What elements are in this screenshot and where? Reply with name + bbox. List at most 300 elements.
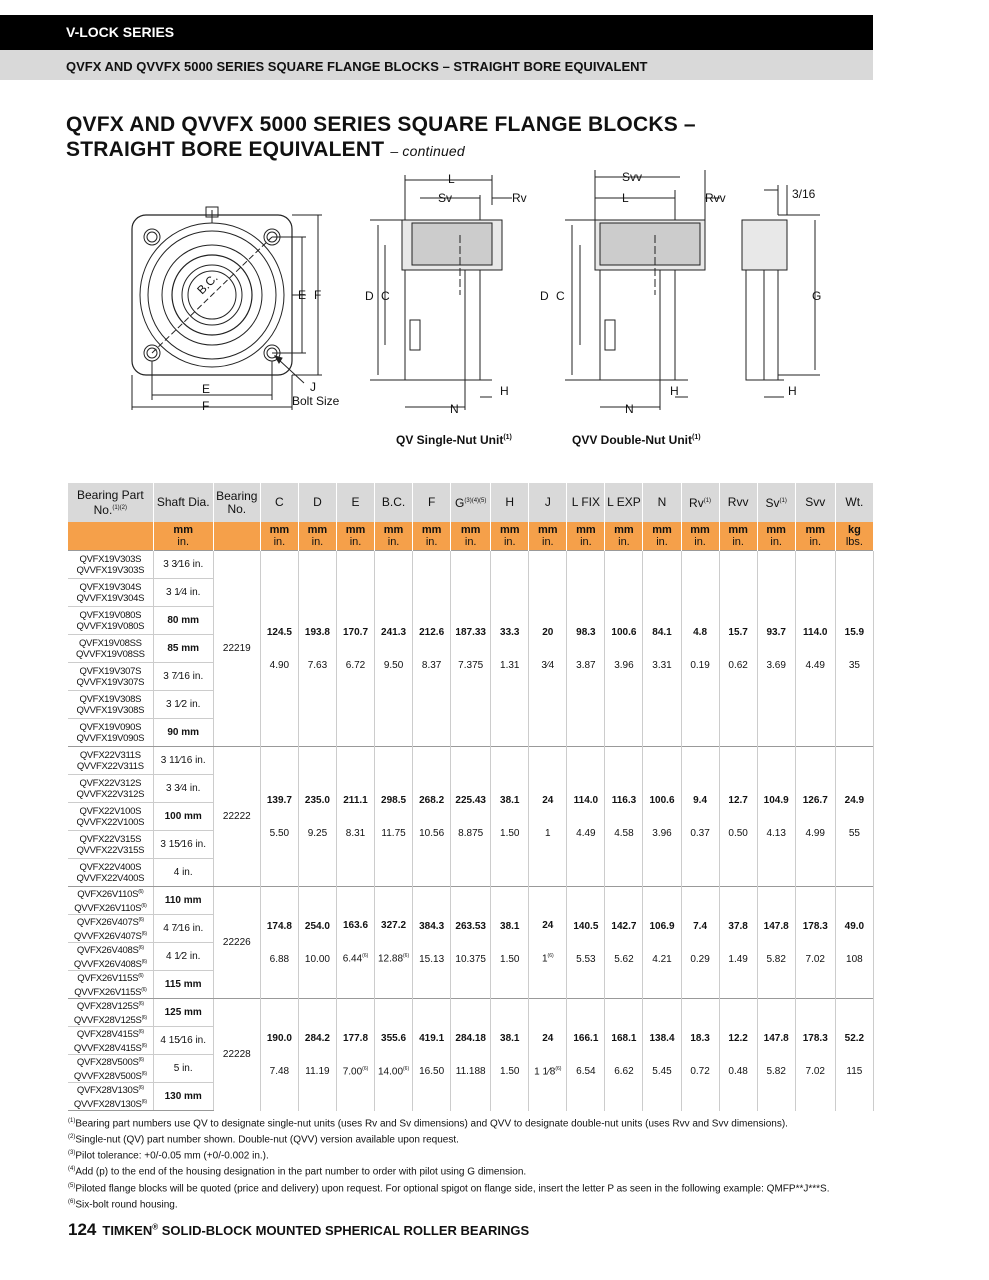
unit-cell — [643, 522, 681, 551]
imperial-value: 6.54 — [576, 1065, 596, 1077]
imperial-value: 14.00$^{(6)}$ — [377, 1065, 410, 1077]
unit-metric: mm — [538, 524, 558, 536]
dimension-cell — [298, 551, 336, 747]
dimension-cell — [681, 999, 719, 1111]
side-label-dim: 3/16 — [792, 187, 816, 201]
metric-value: 12.2 — [728, 1032, 748, 1044]
shaft-dia-cell: 3 1⁄4 in. — [153, 579, 213, 607]
imperial-value: 11.19 — [305, 1065, 330, 1077]
col-header: Shaft Dia. — [153, 483, 213, 522]
footnote-text: Pilot tolerance: +0/-0.05 mm (+0/-0.002 in.). — [75, 1150, 269, 1162]
dimension-cell — [605, 887, 643, 999]
part-number-cell — [68, 943, 153, 971]
imperial-value: 108 — [846, 953, 863, 965]
imperial-value: 1 1⁄8$^{(6)}$ — [534, 1065, 562, 1077]
unit-imperial: in. — [349, 536, 362, 548]
caption-qvv-sup: (1) — [692, 434, 701, 441]
metric-value: 419.1 — [419, 1032, 445, 1044]
shaft-dia-cell: 130 mm — [153, 1083, 213, 1111]
unit-imperial: in. — [656, 536, 668, 548]
unit-cell — [413, 522, 451, 551]
footnote-number: (4) — [68, 1166, 76, 1173]
dimension-cell — [835, 551, 873, 747]
footnote-ref: (6) — [138, 1001, 144, 1008]
dimension-cell — [835, 747, 873, 887]
dimension-cell — [298, 887, 336, 999]
dimension-cell — [681, 747, 719, 887]
dimension-cell — [719, 551, 757, 747]
imperial-value: 3⁄4 — [541, 659, 555, 671]
part-number-cell — [68, 887, 153, 915]
footnote-number: (3) — [68, 1150, 76, 1157]
col-header: J — [529, 483, 567, 522]
metric-value: 298.5 — [381, 794, 407, 806]
footnote-ref: (6) — [141, 902, 147, 909]
imperial-value: 3.96 — [652, 827, 672, 839]
part-number-qv: QVFX19V090S — [79, 721, 142, 733]
part-number-cell — [68, 1027, 153, 1055]
imperial-value: 9.25 — [307, 827, 328, 839]
footer-brand: TIMKEN — [102, 1223, 153, 1238]
unit-imperial: in. — [580, 536, 592, 548]
part-number-qv: QVFX19V304S — [79, 581, 142, 593]
metric-value: 93.7 — [766, 626, 786, 638]
imperial-value: 0.37 — [690, 827, 710, 839]
col-header: Sv$^{(1)}$ — [757, 483, 795, 522]
imperial-value: 0.72 — [690, 1065, 710, 1077]
unit-imperial: in. — [273, 536, 286, 548]
dimension-cell — [413, 747, 451, 887]
metric-value: 225.43 — [455, 794, 486, 806]
part-number-qvv: QVVFX22V315S — [76, 844, 145, 856]
shaft-dia-cell: 4 15⁄16 in. — [153, 1027, 213, 1055]
metric-value: 168.1 — [611, 1032, 637, 1044]
imperial-value: 4.99 — [805, 827, 825, 839]
dimension-cell — [298, 999, 336, 1111]
part-number-qv: $QVFX28V130S^{(6)}$ — [76, 1085, 144, 1097]
caption-qv-sup: (1) — [503, 434, 512, 441]
metric-value: 177.8 — [342, 1032, 369, 1044]
imperial-value: 11.75 — [381, 827, 406, 839]
table-header-row — [68, 483, 874, 522]
metric-value: 114.0 — [803, 626, 828, 638]
imperial-value: 0.48 — [728, 1065, 748, 1077]
part-number-qvv: $QVVFX26V408S^{(6)}$ — [73, 958, 147, 970]
dimension-cell — [795, 887, 835, 999]
footnote — [68, 1131, 829, 1147]
part-number-qvv: QVVFX19V08SS — [75, 648, 145, 660]
metric-value: 18.3 — [690, 1032, 710, 1044]
unit-imperial: in. — [425, 536, 438, 548]
col-header: Wt. — [835, 483, 873, 522]
imperial-value: 3.96 — [614, 659, 634, 671]
metric-value: 24 — [542, 1032, 554, 1044]
qvv-label-d: D — [540, 289, 549, 303]
footer-text: SOLID-BLOCK MOUNTED SPHERICAL ROLLER BEARINGS — [158, 1223, 530, 1238]
dimension-cell — [795, 747, 835, 887]
metric-value: 124.5 — [266, 626, 292, 638]
table-units-row — [68, 522, 874, 551]
dimension-cell — [719, 747, 757, 887]
imperial-value: 0.19 — [690, 659, 710, 671]
part-number-qvv: $QVVFX28V125S^{(6)}$ — [73, 1014, 147, 1026]
part-number-qv: QVFX19V308S — [79, 693, 142, 705]
dimension-cell — [451, 551, 491, 747]
footnote-ref: (6) — [138, 1085, 144, 1092]
metric-value: 100.6 — [611, 626, 637, 638]
footnote-ref: (6) — [141, 1070, 147, 1077]
unit-imperial: in. — [464, 536, 477, 548]
unit-imperial: in. — [542, 536, 554, 548]
part-number-qvv: $QVVFX28V500S^{(6)}$ — [73, 1070, 147, 1082]
metric-value: 7.4 — [693, 920, 708, 932]
shaft-dia-cell: 80 mm — [153, 607, 213, 635]
unit-metric: mm — [345, 524, 366, 536]
label-f-right: F — [314, 288, 322, 302]
part-number-qv: QVFX22V312S — [79, 777, 142, 789]
qvv-label-rvv: Rvv — [705, 191, 726, 205]
metric-value: 98.3 — [576, 626, 596, 638]
dimension-cell — [336, 999, 374, 1111]
shaft-dia-cell: 5 in. — [153, 1055, 213, 1083]
metric-value: 355.6 — [381, 1032, 407, 1044]
unit-imperial: in. — [387, 536, 400, 548]
unit-imperial: in. — [809, 536, 822, 548]
footnote-ref: (6) — [141, 1098, 147, 1105]
dimension-cell — [643, 999, 681, 1111]
footnote-text: Bearing part numbers use QV to designate single-nut units (uses Rv and Sv dimensions) and QVV to designate double-nut units (uses Rvv and Svv dimensions). — [75, 1118, 788, 1130]
metric-value: 104.9 — [763, 794, 789, 806]
dimension-cell — [451, 887, 491, 999]
imperial-value: 12.88$^{(6)}$ — [377, 953, 410, 965]
imperial-value: 3.69 — [766, 659, 786, 671]
footnote-ref: (6) — [138, 945, 144, 952]
metric-value: 52.2 — [844, 1032, 865, 1044]
col-header: $G^{(3)(4)(5)}$ — [451, 483, 491, 522]
part-number-qv: QVFX22V315S — [79, 833, 142, 845]
shaft-dia-cell: 3 1⁄2 in. — [153, 691, 213, 719]
metric-value: 170.7 — [342, 626, 369, 638]
part-number-qvv: $QVVFX26V110S^{(6)}$ — [74, 902, 147, 914]
imperial-value: 8.37 — [421, 659, 442, 671]
caption-qv-text: QV Single-Nut Unit — [396, 433, 504, 447]
dimension-diagram — [60, 165, 840, 430]
dimension-cell — [529, 999, 567, 1111]
metric-value: 284.2 — [304, 1032, 330, 1044]
label-e-bottom: E — [202, 382, 211, 396]
metric-value: 15.9 — [844, 626, 865, 638]
unit-metric: mm — [173, 524, 193, 536]
dimension-cell — [719, 887, 757, 999]
part-number-qvv: QVVFX19V307S — [76, 676, 145, 688]
metric-value: 15.7 — [728, 626, 748, 638]
dimension-cell — [451, 999, 491, 1111]
part-number-cell — [68, 1055, 153, 1083]
metric-value: 38.1 — [500, 920, 520, 932]
imperial-value: 1 — [545, 827, 551, 839]
imperial-value: 3.31 — [652, 659, 672, 671]
metric-value: 254.0 — [304, 920, 330, 932]
imperial-value: 4.49 — [576, 827, 596, 839]
footnote-ref: (1) — [703, 498, 712, 504]
footnote-ref: (6) — [138, 917, 144, 924]
table-body — [68, 551, 874, 1111]
footnote-number: (1) — [68, 1118, 76, 1124]
part-number-qvv: $QVVFX28V415S^{(6)}$ — [73, 1042, 147, 1054]
unit-cell — [835, 522, 873, 551]
unit-imperial: in. — [694, 536, 706, 548]
part-number-qvv: QVVFX19V304S — [76, 592, 145, 604]
imperial-value: 5.62 — [614, 953, 634, 965]
pilot-side-view-drawing — [742, 185, 820, 397]
imperial-value: 3.87 — [576, 659, 596, 671]
footnote-text: Piloted flange blocks will be quoted (price and delivery) upon request. For optional spigot on flange side, insert the letter P as seen in the following example: QMFP**J***S. — [75, 1182, 830, 1194]
metric-value: 235.0 — [304, 794, 330, 806]
footnote-text: Add (p) to the end of the housing designation in the part number to order with pilot using G dimension. — [75, 1166, 527, 1178]
part-number-qv: QVFX22V100S — [79, 805, 142, 817]
unit-imperial: in. — [770, 536, 782, 548]
dimension-cell — [757, 999, 795, 1111]
unit-metric: mm — [805, 524, 826, 536]
metric-value: 106.9 — [649, 920, 675, 932]
imperial-value: 7.375 — [458, 659, 484, 671]
metric-value: 12.7 — [728, 794, 748, 806]
metric-value: 37.8 — [728, 920, 748, 932]
part-number-qvv: QVVFX19V303S — [76, 564, 145, 576]
metric-value: 126.7 — [802, 794, 828, 806]
col-header: C — [260, 483, 298, 522]
dimension-cell — [491, 747, 529, 887]
imperial-value: 4.49 — [805, 659, 825, 671]
part-number-qvv: $QVVFX26V407S^{(6)}$ — [73, 930, 147, 942]
part-number-qvv: QVVFX19V080S — [76, 620, 145, 632]
imperial-value: 7.00$^{(6)}$ — [342, 1065, 369, 1077]
title-continued: – continued — [390, 143, 465, 159]
metric-value: 263.53 — [455, 920, 486, 932]
page-footer — [68, 1220, 529, 1240]
footnotes — [68, 1115, 829, 1212]
col-header: N — [643, 483, 681, 522]
part-number-qvv: $QVVFX28V130S^{(6)}$ — [73, 1098, 147, 1110]
unit-metric: mm — [576, 524, 596, 536]
metric-value: 24.9 — [844, 794, 865, 806]
imperial-value: 4.90 — [269, 659, 290, 671]
metric-value: 24 — [542, 920, 554, 932]
side-label-g: G — [812, 289, 822, 303]
footnote-ref: (6) — [141, 930, 147, 937]
unit-metric: mm — [269, 524, 290, 536]
part-number-qvv: $QVVFX26V115S^{(6)}$ — [74, 986, 147, 998]
imperial-value: 15.13 — [419, 953, 445, 965]
metric-value: 193.8 — [304, 626, 330, 638]
imperial-value: 11.188 — [455, 1065, 486, 1077]
section-subtitle: QVFX AND QVVFX 5000 SERIES SQUARE FLANGE BLOCKS – STRAIGHT BORE EQUIVALENT — [66, 59, 648, 74]
part-number-qvv: QVVFX19V308S — [76, 704, 145, 716]
footnote — [68, 1115, 829, 1131]
unit-metric: mm — [614, 524, 634, 536]
dimension-cell — [719, 999, 757, 1111]
imperial-value: 35 — [848, 659, 860, 671]
unit-cell — [260, 522, 298, 551]
part-number-qv: QVFX22V400S — [79, 861, 142, 873]
col-header: Svv — [795, 483, 835, 522]
dimension-cell — [491, 999, 529, 1111]
unit-cell — [567, 522, 605, 551]
label-bolt-size: Bolt Size — [292, 394, 340, 408]
shaft-dia-cell: 3 7⁄16 in. — [153, 663, 213, 691]
imperial-value: 1$^{(6)}$ — [541, 953, 554, 965]
col-header: Bearing No. — [213, 483, 260, 522]
table-row — [68, 747, 874, 775]
series-banner — [0, 15, 873, 50]
part-number-qv: QVFX19V303S — [79, 553, 142, 565]
footnote-ref: (6) — [547, 953, 554, 960]
qv-side-view-drawing — [370, 175, 512, 410]
dimension-cell — [336, 887, 374, 999]
unit-metric: mm — [652, 524, 672, 536]
title-line-2 — [66, 137, 696, 164]
shaft-dia-cell: 100 mm — [153, 803, 213, 831]
col-header: F — [413, 483, 451, 522]
label-e-right: E — [298, 288, 307, 302]
col-header: E — [336, 483, 374, 522]
footnote-ref: (6) — [362, 953, 369, 960]
col-header: L FIX — [567, 483, 605, 522]
front-view-drawing — [132, 207, 322, 410]
imperial-value: 5.50 — [269, 827, 290, 839]
page-title — [66, 112, 696, 164]
side-label-h: H — [788, 384, 797, 398]
unit-cell — [336, 522, 374, 551]
dimension-cell — [643, 551, 681, 747]
footnote-ref: (1) — [779, 498, 787, 504]
shaft-dia-cell: 85 mm — [153, 635, 213, 663]
imperial-value: 1.50 — [500, 827, 520, 839]
imperial-value: 10.00 — [304, 953, 330, 965]
footnote-ref: (3)(4)(5) — [464, 498, 487, 504]
imperial-value: 0.29 — [690, 953, 710, 965]
imperial-value: 1.50 — [500, 1065, 520, 1077]
part-number-cell — [68, 1083, 153, 1111]
unit-metric: mm — [460, 524, 481, 536]
metric-value: 212.6 — [419, 626, 445, 638]
col-header: B.C. — [375, 483, 413, 522]
qv-label-rv: Rv — [512, 191, 527, 205]
footnote — [68, 1180, 829, 1196]
dimension-cell — [605, 999, 643, 1111]
imperial-value: 4.21 — [652, 953, 672, 965]
imperial-value: 6.88 — [269, 953, 290, 965]
imperial-value: 8.31 — [345, 827, 366, 839]
unit-imperial: lbs. — [845, 536, 863, 548]
imperial-value: 115 — [846, 1065, 863, 1077]
col-header: L EXP — [605, 483, 643, 522]
footnote-text: Single-nut (QV) part number shown. Double-nut (QVV) version available upon request. — [75, 1134, 459, 1146]
bearing-no-cell: 22222 — [213, 747, 260, 887]
qvv-side-view-drawing — [565, 170, 720, 410]
metric-value: 116.3 — [611, 794, 637, 806]
imperial-value: 0.62 — [728, 659, 748, 671]
unit-cell — [681, 522, 719, 551]
imperial-value: 0.50 — [728, 827, 748, 839]
metric-value: 4.8 — [693, 626, 708, 638]
metric-value: 327.2 — [381, 920, 407, 932]
metric-value: 241.3 — [381, 626, 407, 638]
dimension-cell — [413, 551, 451, 747]
dimension-cell — [605, 551, 643, 747]
metric-value: 384.3 — [419, 920, 445, 932]
part-number-qvv: QVVFX22V311S — [76, 760, 144, 772]
shaft-dia-cell: 115 mm — [153, 971, 213, 999]
unit-imperial: in. — [503, 536, 516, 548]
qv-label-sv: Sv — [438, 191, 453, 205]
footnote-ref: (6) — [138, 973, 144, 980]
imperial-value: 4.58 — [614, 827, 634, 839]
part-number-qv: $QVFX26V407S^{(6)}$ — [76, 917, 144, 929]
part-number-cell — [68, 719, 153, 747]
imperial-value: 4.13 — [766, 827, 786, 839]
footnote — [68, 1163, 829, 1179]
unit-cell — [719, 522, 757, 551]
qv-label-l: L — [448, 172, 455, 186]
dimension-cell — [260, 887, 298, 999]
footnote — [68, 1196, 829, 1212]
dimension-cell — [529, 887, 567, 999]
dimension-cell — [336, 747, 374, 887]
part-number-qv: QVFX19V080S — [79, 609, 142, 621]
part-number-cell — [68, 775, 153, 803]
dimension-cell — [835, 999, 873, 1111]
metric-value: 100.6 — [649, 794, 675, 806]
bearing-no-cell: 22219 — [213, 551, 260, 747]
part-number-cell — [68, 691, 153, 719]
unit-metric: mm — [499, 524, 520, 536]
part-number-cell — [68, 551, 153, 579]
imperial-value: 7.02 — [805, 1065, 825, 1077]
footnote — [68, 1147, 829, 1163]
footnote-ref: (6) — [403, 1065, 410, 1072]
part-number-qv: $QVFX26V110S^{(6)}$ — [77, 889, 144, 901]
part-number-qv: QVFX22V311S — [79, 749, 141, 761]
imperial-value: 7.02 — [805, 953, 825, 965]
dimension-cell — [757, 551, 795, 747]
title-line-1: QVFX AND QVVFX 5000 SERIES SQUARE FLANGE BLOCKS – — [66, 113, 696, 136]
dimensions-table — [68, 483, 874, 1111]
part-number-qv: $QVFX28V125S^{(6)}$ — [76, 1001, 144, 1013]
metric-value: 147.8 — [763, 1032, 789, 1044]
part-number-cell — [68, 915, 153, 943]
footnote-number: (5) — [68, 1182, 76, 1189]
imperial-value: 6.62 — [614, 1065, 634, 1077]
unit-metric: mm — [421, 524, 442, 536]
metric-value: 268.2 — [419, 794, 445, 806]
dimension-cell — [567, 747, 605, 887]
dimension-cell — [567, 551, 605, 747]
qvv-label-n: N — [625, 402, 634, 416]
dimension-cell — [298, 747, 336, 887]
dimension-cell — [529, 551, 567, 747]
part-number-cell — [68, 607, 153, 635]
imperial-value: 5.82 — [766, 1065, 786, 1077]
bearing-no-cell: 22226 — [213, 887, 260, 999]
shaft-dia-cell: 125 mm — [153, 999, 213, 1027]
footnote-ref: (6) — [555, 1065, 562, 1072]
unit-cell — [213, 522, 260, 551]
table-row — [68, 551, 874, 579]
series-title: V-LOCK SERIES — [66, 24, 175, 40]
caption-qvv — [572, 433, 701, 447]
label-j: J — [310, 380, 316, 394]
